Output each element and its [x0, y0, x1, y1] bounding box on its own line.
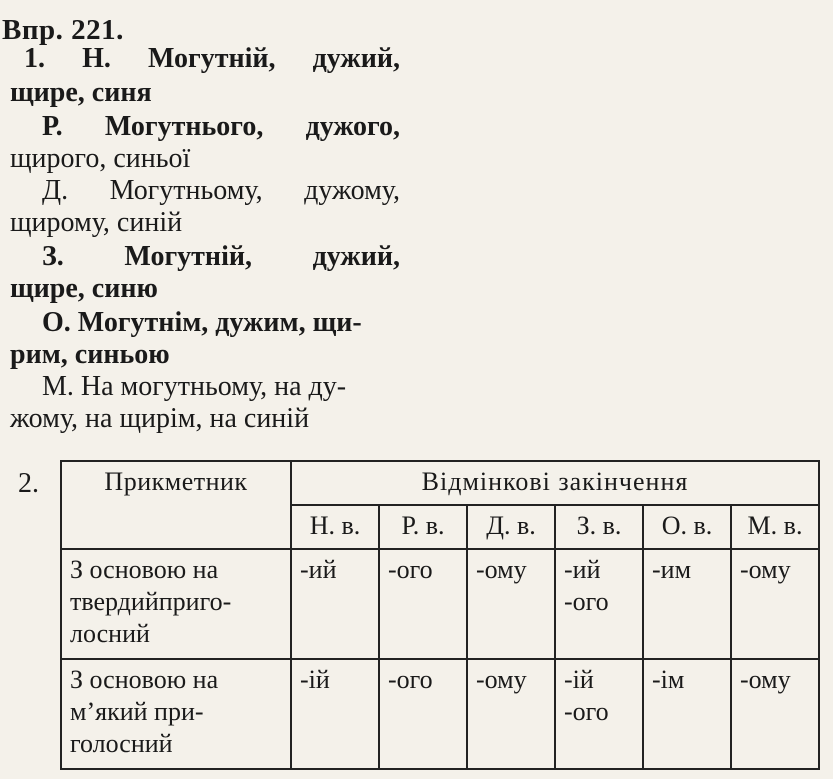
ending-cell — [731, 549, 819, 659]
case-label-genitive: Р. — [42, 111, 63, 142]
header-case-endings: Відмінкові закінчення — [291, 461, 819, 505]
adjective-line: голосний — [70, 729, 173, 758]
ending: -ім — [652, 665, 685, 694]
line-continuation: щирому, синій — [10, 207, 183, 238]
adjective-line: З основою на — [70, 665, 219, 694]
case-label-locative: М. — [42, 371, 74, 402]
ending-cell — [555, 549, 643, 659]
line-instrumental — [10, 308, 400, 338]
ending-cell — [731, 659, 819, 769]
ending-cell — [467, 659, 555, 769]
adjective-cell — [61, 549, 291, 659]
line-genitive — [10, 112, 400, 142]
line-dative — [10, 176, 400, 206]
ending: -ому — [740, 665, 791, 694]
word: дужого, — [305, 111, 400, 142]
header-case: Д. в. — [467, 505, 555, 549]
ending-cell — [643, 549, 731, 659]
word: Могутнім, дужим, щи- — [77, 307, 362, 338]
line-continuation: щире, синя — [10, 77, 152, 108]
header-case: Н. в. — [291, 505, 379, 549]
adjective-line: лосний — [70, 619, 150, 648]
line-continuation: щире, синю — [10, 273, 158, 304]
ending-cell — [555, 659, 643, 769]
word: Могутній, — [124, 241, 252, 272]
case-label-instrumental: О. — [42, 307, 71, 338]
line-locative — [10, 372, 400, 402]
table-row — [61, 549, 819, 659]
ending: -ій — [564, 665, 594, 694]
case-label-dative: Д. — [42, 175, 69, 206]
ending-cell — [379, 659, 467, 769]
header-adjective: Прикметник — [61, 461, 291, 549]
ending-cell — [643, 659, 731, 769]
part1-number: 1. — [24, 43, 45, 74]
word: дужий, — [312, 43, 400, 74]
line-accusative — [10, 242, 400, 272]
header-case: О. в. — [643, 505, 731, 549]
ending: -ого — [564, 697, 609, 726]
ending: -ому — [740, 555, 791, 584]
line-continuation: рим, синьою — [10, 339, 170, 370]
exercise-title: Впр. 221. — [2, 14, 124, 46]
word: дужому, — [304, 175, 400, 206]
ending: -ий — [300, 555, 337, 584]
line-nominative — [10, 44, 400, 74]
adjective-line: твердийприго- — [70, 587, 232, 616]
ending-cell — [291, 659, 379, 769]
adjective-line: м’який при- — [70, 697, 204, 726]
table-row — [61, 659, 819, 769]
declension-table — [60, 460, 820, 770]
ending: -ій — [300, 665, 330, 694]
ending-cell — [379, 549, 467, 659]
case-label-nominative: Н. — [82, 43, 111, 74]
ending: -ий — [564, 555, 601, 584]
ending-cell — [467, 549, 555, 659]
ending: -ого — [564, 587, 609, 616]
ending: -им — [652, 555, 692, 584]
word: Могутній, — [147, 43, 276, 74]
ending: -ого — [388, 665, 433, 694]
word: Могутньому, — [109, 175, 263, 206]
word: На могутньому, на ду- — [80, 371, 347, 402]
part2-number: 2. — [18, 468, 39, 499]
word: Могутнього, — [104, 111, 264, 142]
header-case: З. в. — [555, 505, 643, 549]
case-label-accusative: З. — [42, 241, 64, 272]
header-case: М. в. — [731, 505, 819, 549]
ending: -ого — [388, 555, 433, 584]
header-case: Р. в. — [379, 505, 467, 549]
line-continuation: щирого, синьої — [10, 143, 191, 174]
ending: -ому — [476, 665, 527, 694]
ending-cell — [291, 549, 379, 659]
word: дужий, — [312, 241, 400, 272]
adjective-cell — [61, 659, 291, 769]
ending: -ому — [476, 555, 527, 584]
adjective-line: З основою на — [70, 555, 219, 584]
line-continuation: жому, на щирім, на синій — [10, 403, 310, 434]
